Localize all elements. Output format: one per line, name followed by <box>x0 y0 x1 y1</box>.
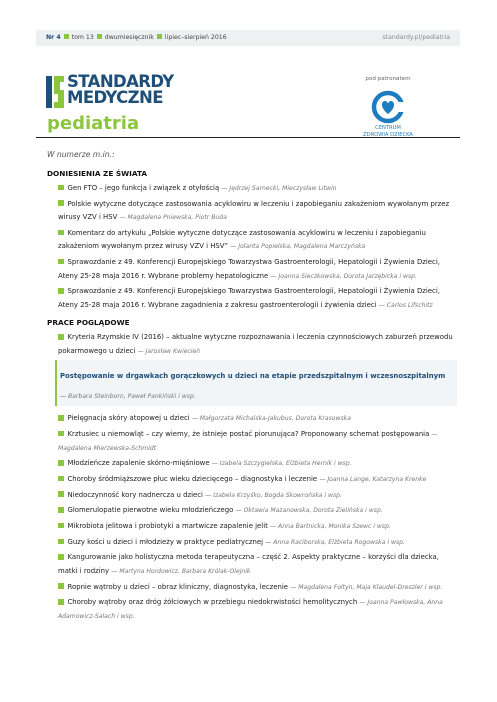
bullet-square-icon <box>58 259 64 265</box>
toc-item-authors: — Małgorzata Michalska-Jakubus, Dorota Krasowska <box>191 415 351 423</box>
patronage-label: pod patronatem <box>365 76 411 82</box>
toc-item-authors: — Magdalena Foltyn, Maja Klaudel-Dreszler i wsp. <box>290 583 443 591</box>
bullet-square-icon <box>58 583 64 589</box>
toc-item-title: Sprawozdanie z 49. Konferencji Europejskiego Towarzystwa Gastroenterologii, Hepatologii i Żywienia Dzieci, Ateny 25-28 maja 2016 r. Wybrane problemy hepatologiczne <box>58 258 440 280</box>
bullet-square-icon <box>58 554 64 560</box>
toc-item-title: Kryteria Rzymskie IV (2016) – aktualne wytyczne rozpoznawania i leczenia czynnościowych zaburzeń przewodu pokarmowego u dzieci <box>58 333 453 355</box>
toc-item-authors: — Joanna Pawłowska, Anna Adamowicz-Salach i wsp. <box>58 599 443 620</box>
toc-item[interactable] <box>58 227 457 254</box>
toc-item[interactable] <box>58 536 457 550</box>
toc-item[interactable] <box>58 504 457 518</box>
bullet-square-icon <box>58 599 64 605</box>
toc-item-authors: — Jędrzej Sarnecki, Mieczysław Litwin <box>221 185 337 192</box>
toc-item-title: Komentarz do artykułu „Polskie wytyczne dotyczące zastosowania acyklowiru w leczeniu i zapobieganiu zakażeniom wywołanym przez wirusy VZV i HSV” <box>58 228 426 251</box>
toc-item[interactable] <box>58 581 457 595</box>
patron-org-line-2: ZDROWIA DZIECKA <box>363 132 413 139</box>
bullet-square-icon <box>58 523 64 529</box>
toc-item[interactable] <box>58 551 457 578</box>
bullet-square-icon <box>157 34 162 39</box>
bullet-square-icon <box>58 431 64 437</box>
bullet-square-icon <box>58 476 64 482</box>
bullet-square-icon <box>58 185 64 191</box>
toc-item[interactable] <box>58 256 457 283</box>
standardy-medyczne-logo <box>46 74 206 110</box>
logo-line-2: MEDYCZNE <box>67 88 163 107</box>
toc-item-authors: — Anna Raciborska, Elżbieta Rogowska i wsp. <box>265 538 405 546</box>
toc-item-title: Choroby wątroby oraz dróg żółciowych w przebiegu niedokrwistości hemolitycznych <box>67 598 358 607</box>
patron-org-line-1: CENTRUM <box>375 125 401 131</box>
featured-article-authors: — Barbara Steinborn, Paweł Pankiński i wsp. <box>60 393 196 401</box>
toc-item-title: Pielęgnacja skóry atopowej u dzieci <box>67 414 190 423</box>
toc-item-authors: — Joanna Sieczkowska, Dorota Jarzębicka i wsp. <box>270 272 417 280</box>
toc-item-authors: — Jolanta Popielska, Magdalena Marczyńska <box>230 243 366 251</box>
toc-item-title: Niedoczynność kory nadnercza u dzieci <box>67 490 203 499</box>
toc-item-title: Choroby śródmiąższowe płuc wieku dziecięcego – diagnostyka i leczenie <box>67 475 318 483</box>
issue-number: Nr 4 <box>46 34 61 41</box>
volume: tom 13 <box>71 34 94 41</box>
bullet-square-icon <box>58 539 64 545</box>
bullet-square-icon <box>58 460 64 466</box>
toc-item[interactable] <box>58 473 457 487</box>
toc-item-authors: — Jarosław Kwiecień <box>137 347 201 355</box>
website-link[interactable]: standardy.pl/pediatria <box>382 34 450 41</box>
toc-item-authors: — Izabela Krzyśko, Bogda Skowrońska i wsp. <box>205 491 342 499</box>
header-divider <box>36 137 460 138</box>
toc-item-authors: — Joanna Lange, Katarzyna Krenke <box>319 476 427 483</box>
bullet-square-icon <box>58 200 64 206</box>
logo-text <box>67 74 174 106</box>
toc-item[interactable] <box>58 198 457 225</box>
bullet-square-icon <box>58 507 64 513</box>
toc-item-authors: — Magdalena Pniewska, Piotr Buda <box>119 214 227 222</box>
toc-item-title: Polskie wytyczne dotyczące zastosowania acyklowiru w leczeniu i zapobieganiu zakażeniom wywołanym przez wirusy VZV i HSV <box>58 199 450 222</box>
section-heading-reviews: PRACE POGLĄDOWE <box>47 318 130 328</box>
bullet-square-icon <box>58 288 64 294</box>
toc-item-title: Guzy kości u dzieci i młodzieży w praktyce pediatrycznej <box>67 537 264 546</box>
toc-item-authors: — Carlos Lifschitz <box>378 301 433 309</box>
contents-intro: W numerze m.in.: <box>47 150 115 159</box>
table-of-contents <box>47 150 457 626</box>
toc-item-title: Sprawozdanie z 49. Konferencji Europejskiego Towarzystwa Gastroenterologii, Hepatologii i Żywienia Dzieci, Ateny 25-28 maja 2016 r. Wybrane zagadnienia z zakresu gastroenterologii i żywienia dzieci <box>58 287 440 309</box>
toc-item-title: Ropnie wątroby u dzieci – obraz kliniczny, diagnostyka, leczenie <box>67 582 289 591</box>
bullet-square-icon <box>58 415 64 421</box>
featured-article-title: Postępowanie w drgawkach gorączkowych u dzieci na etapie przedszpitalnym i wczesnoszpitalnym <box>60 372 446 381</box>
toc-item-authors: — Martyna Hordowicz, Barbara Królak-Olejnik <box>111 567 251 575</box>
toc-item[interactable] <box>58 457 457 471</box>
toc-item[interactable] <box>58 412 457 426</box>
toc-item-authors: — Izabela Szczygielska, Elżbieta Hernik i wsp. <box>211 460 352 468</box>
toc-item[interactable] <box>58 489 457 503</box>
logo-mark-icon <box>46 76 64 108</box>
logo-line-1: STANDARDY <box>67 72 174 91</box>
toc-item[interactable] <box>58 596 457 623</box>
toc-item-authors: — Magdalena Mierzewska-Schmidt <box>58 431 438 452</box>
issue-info-bar <box>36 30 460 46</box>
bullet-square-icon <box>58 491 64 497</box>
toc-item[interactable] <box>58 285 457 312</box>
czd-heart-emblem-icon <box>371 90 405 124</box>
issue-meta <box>46 30 227 46</box>
bullet-square-icon <box>97 34 102 39</box>
section-heading-news: DONIESIENIA ZE ŚWIATA <box>47 169 148 178</box>
bullet-square-icon <box>58 230 64 236</box>
bullet-square-icon <box>64 34 69 39</box>
toc-item[interactable] <box>58 331 457 358</box>
patronage-block <box>356 76 420 139</box>
toc-item-title: Krztusiec u niemowląt – czy wiemy, że istnieje postać piorunująca? Proponowany schemat postępowania <box>67 430 430 439</box>
toc-item-title: Mikrobiota jelitowa i probiotyki a martwicze zapalenie jelit <box>67 522 268 531</box>
frequency: dwumiesięcznik <box>104 34 154 41</box>
toc-item-authors: — Anna Bartnicka, Monika Szewc i wsp. <box>270 523 391 531</box>
featured-article[interactable] <box>55 360 457 406</box>
toc-item[interactable] <box>58 428 457 455</box>
period: lipiec–sierpień 2016 <box>164 34 227 41</box>
bullet-square-icon <box>58 334 64 340</box>
toc-item-title: Młodzieńcze zapalenie skórno-mięśniowe <box>67 459 210 468</box>
toc-item-title: Kangurowanie jako holistyczna metoda terapeutyczna – część 2. Aspekty praktyczne – korzyści dla dziecka, matki i rodziny <box>58 553 439 575</box>
toc-item[interactable] <box>58 182 457 196</box>
toc-item-title: Gen FTO – jego funkcja i związek z otyłością <box>67 184 220 192</box>
toc-item-authors: — Oktawia Mazanowska, Dorota Zielińska i wsp. <box>235 507 383 515</box>
toc-item-title: Glomerulopatie pierwotne wieku młodzieńczego <box>67 506 234 515</box>
journal-name: pediatria <box>47 113 140 134</box>
toc-item[interactable] <box>58 520 457 534</box>
